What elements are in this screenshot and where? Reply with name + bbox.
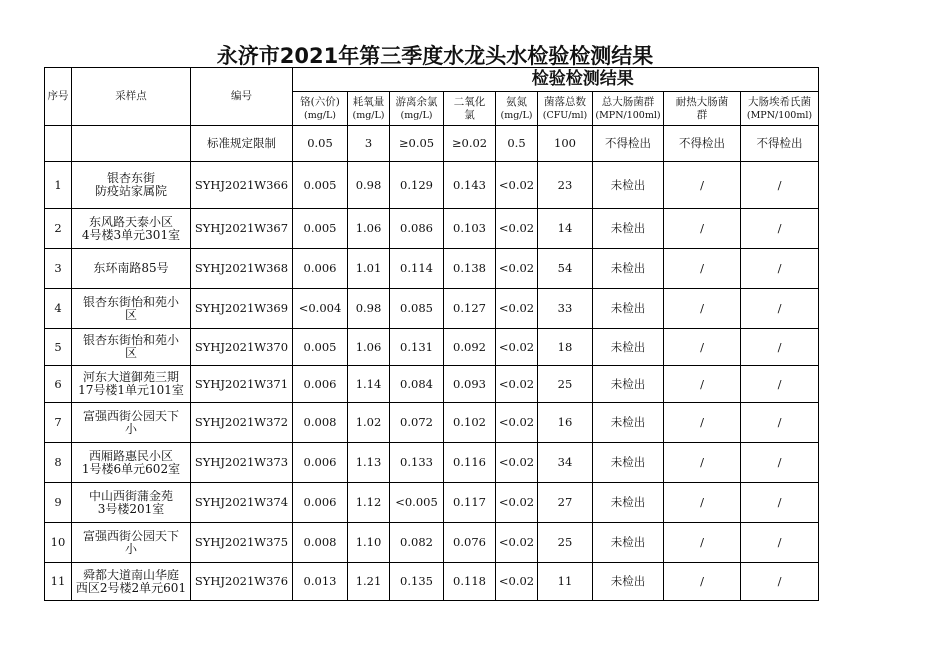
- cell-coliform: 未检出: [593, 403, 664, 443]
- cell-cod: 0.98: [348, 162, 390, 209]
- cell-nh3: <0.02: [496, 403, 538, 443]
- cell-seq: 4: [45, 289, 72, 329]
- cell-code: SYHJ2021W368: [191, 249, 293, 289]
- cell-cod: 1.10: [348, 523, 390, 563]
- header-nh3: 氨氮 (mg/L): [496, 92, 538, 126]
- cell-clo2: 0.138: [444, 249, 496, 289]
- cell-clo2: 0.103: [444, 209, 496, 249]
- cell-cod: 0.98: [348, 289, 390, 329]
- standard-row: 标准规定限制 0.05 3 ≥0.05 ≥0.02 0.5 100 不得检出 不得检出 不得检出: [45, 126, 819, 162]
- cell-bacteria: 34: [538, 443, 593, 483]
- cell-code: SYHJ2021W372: [191, 403, 293, 443]
- cell-nh3: <0.02: [496, 329, 538, 366]
- cell-coliform: 未检出: [593, 209, 664, 249]
- cell-nh3: <0.02: [496, 162, 538, 209]
- cell-nh3: <0.02: [496, 366, 538, 403]
- table-row: [45, 443, 819, 483]
- cell-ecoli: /: [741, 366, 819, 403]
- cell-seq: 9: [45, 483, 72, 523]
- cell-chlorine: 0.133: [390, 443, 444, 483]
- cell-coliform: 未检出: [593, 329, 664, 366]
- cell-thermo: /: [664, 162, 741, 209]
- cell-code: SYHJ2021W374: [191, 483, 293, 523]
- cell-chlorine: 0.085: [390, 289, 444, 329]
- cell-ecoli: /: [741, 329, 819, 366]
- cell-clo2: 0.127: [444, 289, 496, 329]
- cell-site: 河东大道御苑三期 17号楼1单元101室: [72, 366, 191, 403]
- cell-chlorine: 0.114: [390, 249, 444, 289]
- cell-cr: 0.005: [293, 209, 348, 249]
- standard-label: 标准规定限制: [191, 126, 293, 162]
- cell-cr: 0.005: [293, 162, 348, 209]
- cell-site: 富强西街公园天下 小: [72, 403, 191, 443]
- cell-cod: 1.14: [348, 366, 390, 403]
- cell-coliform: 未检出: [593, 249, 664, 289]
- cell-cod: 1.13: [348, 443, 390, 483]
- cell-thermo: /: [664, 249, 741, 289]
- cell-thermo: /: [664, 289, 741, 329]
- cell-code: SYHJ2021W376: [191, 563, 293, 601]
- cell-ecoli: /: [741, 162, 819, 209]
- cell-clo2: 0.076: [444, 523, 496, 563]
- cell-coliform: 未检出: [593, 366, 664, 403]
- cell-cr: 0.006: [293, 366, 348, 403]
- cell-bacteria: 33: [538, 289, 593, 329]
- cell-nh3: <0.02: [496, 289, 538, 329]
- header-ecoli: 大肠埃希氏菌 (MPN/100ml): [741, 92, 819, 126]
- cell-thermo: /: [664, 483, 741, 523]
- cell-site: 富强西街公园天下 小: [72, 523, 191, 563]
- cell-cr: 0.013: [293, 563, 348, 601]
- cell-coliform: 未检出: [593, 289, 664, 329]
- header-clo2: 二氧化 氯: [444, 92, 496, 126]
- cell-code: SYHJ2021W371: [191, 366, 293, 403]
- cell-cr: 0.006: [293, 483, 348, 523]
- cell-thermo: /: [664, 366, 741, 403]
- cell-site: 银杏东街怡和苑小 区: [72, 329, 191, 366]
- header-chlorine: 游离余氯 (mg/L): [390, 92, 444, 126]
- table-row: [45, 162, 819, 209]
- header-code: 编号: [191, 68, 293, 126]
- cell-chlorine: 0.135: [390, 563, 444, 601]
- cell-seq: 8: [45, 443, 72, 483]
- cell-thermo: /: [664, 209, 741, 249]
- cell-clo2: 0.102: [444, 403, 496, 443]
- cell-cr: 0.006: [293, 249, 348, 289]
- cell-thermo: /: [664, 329, 741, 366]
- cell-cod: 1.21: [348, 563, 390, 601]
- cell-coliform: 未检出: [593, 443, 664, 483]
- cell-nh3: <0.02: [496, 249, 538, 289]
- cell-cod: 1.01: [348, 249, 390, 289]
- cell-chlorine: 0.084: [390, 366, 444, 403]
- header-cr: 铬(六价) (mg/L): [293, 92, 348, 126]
- cell-ecoli: /: [741, 483, 819, 523]
- cell-site: 东风路天泰小区 4号楼3单元301室: [72, 209, 191, 249]
- cell-clo2: 0.093: [444, 366, 496, 403]
- cell-thermo: /: [664, 563, 741, 601]
- cell-code: SYHJ2021W367: [191, 209, 293, 249]
- cell-seq: 10: [45, 523, 72, 563]
- cell-chlorine: 0.086: [390, 209, 444, 249]
- table-row: [45, 563, 819, 601]
- cell-bacteria: 54: [538, 249, 593, 289]
- cell-cr: 0.006: [293, 443, 348, 483]
- cell-clo2: 0.116: [444, 443, 496, 483]
- table-row: [45, 523, 819, 563]
- cell-cr: 0.005: [293, 329, 348, 366]
- cell-cr: 0.008: [293, 523, 348, 563]
- cell-cod: 1.02: [348, 403, 390, 443]
- cell-clo2: 0.092: [444, 329, 496, 366]
- table-row: [45, 209, 819, 249]
- header-bacteria: 菌落总数 (CFU/ml): [538, 92, 593, 126]
- cell-bacteria: 14: [538, 209, 593, 249]
- cell-clo2: 0.118: [444, 563, 496, 601]
- cell-seq: 7: [45, 403, 72, 443]
- cell-code: SYHJ2021W375: [191, 523, 293, 563]
- cell-ecoli: /: [741, 523, 819, 563]
- cell-cod: 1.06: [348, 209, 390, 249]
- cell-chlorine: 0.131: [390, 329, 444, 366]
- cell-site: 西厢路惠民小区 1号楼6单元602室: [72, 443, 191, 483]
- cell-cod: 1.12: [348, 483, 390, 523]
- cell-bacteria: 16: [538, 403, 593, 443]
- cell-seq: 5: [45, 329, 72, 366]
- cell-coliform: 未检出: [593, 563, 664, 601]
- header-cod: 耗氧量 (mg/L): [348, 92, 390, 126]
- cell-ecoli: /: [741, 443, 819, 483]
- cell-chlorine: 0.082: [390, 523, 444, 563]
- cell-bacteria: 23: [538, 162, 593, 209]
- super-header: 检验检测结果: [348, 68, 819, 92]
- results-table: [44, 67, 819, 601]
- header-thermo: 耐热大肠菌 群: [664, 92, 741, 126]
- cell-bacteria: 27: [538, 483, 593, 523]
- table-row: [45, 366, 819, 403]
- table-row: [45, 329, 819, 366]
- cell-cod: 1.06: [348, 329, 390, 366]
- cell-site: 中山西街蒲金苑 3号楼201室: [72, 483, 191, 523]
- cell-code: SYHJ2021W369: [191, 289, 293, 329]
- cell-thermo: /: [664, 403, 741, 443]
- table-row: [45, 249, 819, 289]
- cell-site: 银杏东街怡和苑小 区: [72, 289, 191, 329]
- cell-thermo: /: [664, 443, 741, 483]
- cell-ecoli: /: [741, 563, 819, 601]
- cell-coliform: 未检出: [593, 483, 664, 523]
- cell-ecoli: /: [741, 289, 819, 329]
- cell-thermo: /: [664, 523, 741, 563]
- cell-chlorine: 0.129: [390, 162, 444, 209]
- cell-chlorine: 0.072: [390, 403, 444, 443]
- cell-seq: 6: [45, 366, 72, 403]
- cell-code: SYHJ2021W370: [191, 329, 293, 366]
- cell-code: SYHJ2021W373: [191, 443, 293, 483]
- cell-nh3: <0.02: [496, 523, 538, 563]
- cell-site: 东环南路85号: [72, 249, 191, 289]
- cell-site: 银杏东街 防疫站家属院: [72, 162, 191, 209]
- cell-bacteria: 25: [538, 523, 593, 563]
- cell-nh3: <0.02: [496, 443, 538, 483]
- cell-ecoli: /: [741, 249, 819, 289]
- cell-ecoli: /: [741, 403, 819, 443]
- cell-seq: 2: [45, 209, 72, 249]
- cell-nh3: <0.02: [496, 563, 538, 601]
- cell-code: SYHJ2021W366: [191, 162, 293, 209]
- header-site: 采样点: [72, 68, 191, 126]
- cell-clo2: 0.117: [444, 483, 496, 523]
- cell-clo2: 0.143: [444, 162, 496, 209]
- cell-coliform: 未检出: [593, 162, 664, 209]
- cell-bacteria: 25: [538, 366, 593, 403]
- table-row: [45, 403, 819, 443]
- cell-cr: 0.008: [293, 403, 348, 443]
- page-title: 永济市2021年第三季度水龙头水检验检测结果: [216, 44, 654, 68]
- header-seq: 序号: [45, 68, 72, 126]
- table-row: [45, 289, 819, 329]
- cell-cr: <0.004: [293, 289, 348, 329]
- cell-seq: 3: [45, 249, 72, 289]
- cell-bacteria: 11: [538, 563, 593, 601]
- cell-seq: 11: [45, 563, 72, 601]
- header-coliform: 总大肠菌群 (MPN/100ml): [593, 92, 664, 126]
- cell-ecoli: /: [741, 209, 819, 249]
- cell-bacteria: 18: [538, 329, 593, 366]
- cell-nh3: <0.02: [496, 483, 538, 523]
- cell-coliform: 未检出: [593, 523, 664, 563]
- cell-seq: 1: [45, 162, 72, 209]
- table-row: [45, 483, 819, 523]
- cell-site: 舜都大道南山华庭 西区2号楼2单元601: [72, 563, 191, 601]
- cell-nh3: <0.02: [496, 209, 538, 249]
- cell-chlorine: <0.005: [390, 483, 444, 523]
